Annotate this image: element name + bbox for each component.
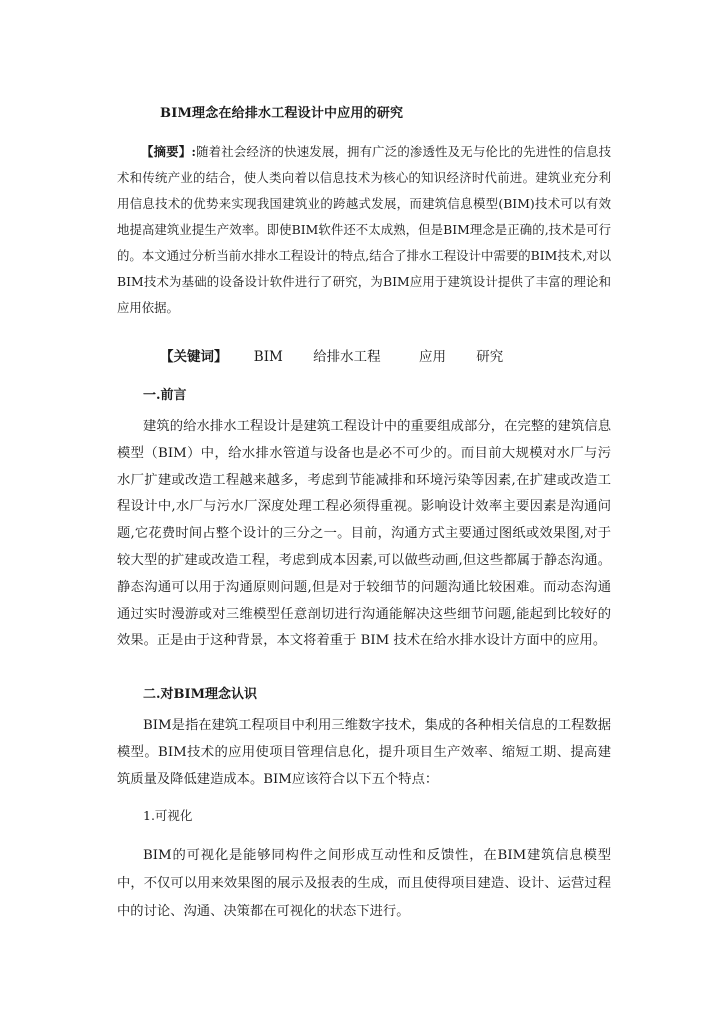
abstract-text: 随着社会经济的快速发展，拥有广泛的渗透性及无与伦比的先进性的信息技术和传统产业的结合，使人类向着以信息技术为核心的知识经济时代前进。建筑业充分利用信息技术的优势来实现我国建筑业的跨越式发展，而建筑信息模型(BIM)技术可以有效地提高建筑业提生产效率。即使BIM软件还不太成熟，但是BIM理念是正确的,技术是可行的。本文通过分析当前水排水工程设计的特点,结合了排水工程设计中需要的BIM技术,对以BIM技术为基础的设备设计软件进行了研究，为BIM应用于建筑设计提供了丰富的理论和应用依据。 xyxy=(117,144,611,315)
keywords-label: 【关键词】 xyxy=(160,349,228,365)
keywords-line xyxy=(160,345,529,365)
section-heading-preface: 一.前言 xyxy=(143,388,187,403)
section-heading-bim-concept: 二.对BIM理念认识 xyxy=(143,687,257,702)
abstract-paragraph xyxy=(117,139,611,321)
section-bim-concept-body: BIM是指在建筑工程项目中利用三维数字技术，集成的各种相关信息的工程数据模型。BIM技术的应用使项目管理信息化，提升项目生产效率、缩短工期、提高建筑质量及降低建造成本。BIM应该符合以下五个特点： xyxy=(117,718,611,787)
keyword-item: 应用 xyxy=(418,349,446,365)
document-title: BIM理念在给排水工程设计中应用的研究 xyxy=(160,106,404,121)
section-preface-body: 建筑的给水排水工程设计是建筑工程设计中的重要组成部分，在完整的建筑信息模型（BIM）中，给水排水管道与设备也是必不可少的。而目前大规模对水厂与污水厂扩建或改造工程越来越多，考虑到节能减排和环境污染等因素,在扩建或改造工程设计中,水厂与污水厂深度处理工程必须得重视。影响设计效率主要因素是沟通问题,它花费时间占整个设计的三分之一。目前，沟通方式主要通过图纸或效果图,对于较大型的扩建或改造工程，考虑到成本因素,可以做些动画,但这些都属于静态沟通。静态沟通可以用于沟通原则问题,但是对于较细节的问题沟通比较困难。而动态沟通通过实时漫游或对三维模型任意剖切进行沟通能解决这些细节问题,能起到比较好的效果。正是由于这种背景，本文将着重于 BIM 技术在给水排水设计方面中的应用。 xyxy=(117,419,611,649)
abstract-label: 【摘要】: xyxy=(141,144,196,159)
subsection-heading-visualization: 1.可视化 xyxy=(143,808,193,823)
keyword-item: 给排水工程 xyxy=(313,349,381,365)
subsection-visualization-body: BIM的可视化是能够同构件之间形成互动性和反馈性，在BIM建筑信息模型中，不仅可以用来效果图的展示及报表的生成，而且使得项目建造、设计、运营过程中的讨论、沟通、决策都在可视化的状态下进行。 xyxy=(117,848,611,919)
keyword-item: BIM xyxy=(253,349,283,365)
keyword-item: 研究 xyxy=(476,349,504,365)
